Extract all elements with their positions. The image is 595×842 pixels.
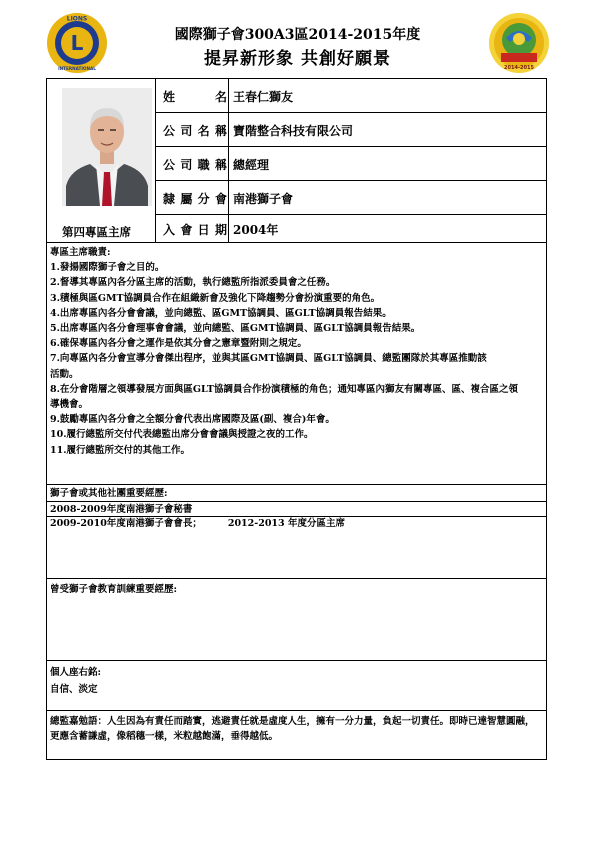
duties-section bbox=[50, 245, 542, 458]
label-char: 期 bbox=[214, 223, 227, 237]
label-char: 姓 bbox=[163, 90, 176, 104]
training-title: 曾受獅子會教育訓練重要經歷: bbox=[50, 584, 178, 595]
duty-item: 10.履行總監所交付代表總監出席分會會議與授證之夜的工作。 bbox=[50, 429, 314, 441]
club-label bbox=[163, 190, 227, 207]
lions-logo-bottom-text: INTERNATIONAL bbox=[58, 66, 96, 71]
label-char: 會 bbox=[214, 192, 227, 206]
duty-item: 2.督導其專區內各分區主席的活動，執行總監所指派委員會之任務。 bbox=[50, 277, 336, 289]
motto-text: 自信、淡定 bbox=[50, 684, 98, 695]
header-title-line2: 提昇新形象 共創好願景 bbox=[204, 49, 391, 69]
join-date-value: 2004年 bbox=[233, 223, 279, 237]
lions-logo-top-text: LIONS bbox=[66, 15, 88, 23]
label-char: 名 bbox=[214, 90, 227, 104]
label-divider bbox=[228, 78, 229, 242]
duties-title: 專區主席職責: bbox=[50, 247, 111, 258]
label-char: 職 bbox=[197, 158, 210, 172]
label-char: 稱 bbox=[214, 124, 227, 138]
section-divider bbox=[46, 242, 547, 243]
duty-item: 6.確保專區內各分會之運作是依其分會之憲章暨附則之規定。 bbox=[50, 338, 307, 350]
section-divider bbox=[46, 710, 547, 711]
row-divider bbox=[155, 214, 547, 215]
row-divider bbox=[155, 112, 547, 113]
label-char: 公 bbox=[163, 124, 176, 138]
duty-item: 9.鼓勵專區內各分會之全額分會代表出席國際及區(副、複合)年會。 bbox=[50, 414, 335, 426]
name-label bbox=[163, 88, 227, 105]
label-char: 名 bbox=[197, 124, 210, 138]
duty-item: 5.出席專區內各分會理事會會議，並向總監、區GMT協調員、區GLT協調員報告結果。 bbox=[50, 323, 421, 335]
label-char: 會 bbox=[180, 223, 193, 237]
experience-line2b: 2012-2013 年度分區主席 bbox=[227, 518, 345, 529]
section-divider bbox=[46, 484, 547, 485]
label-char: 稱 bbox=[214, 158, 227, 172]
header-title-line1: 國際獅子會300A3區2014-2015年度 bbox=[174, 27, 421, 43]
name-value: 王春仁獅友 bbox=[233, 90, 294, 104]
experience-line1: 2008-2009年度南港獅子會秘書 bbox=[50, 504, 193, 515]
job-title-label bbox=[163, 156, 227, 173]
row-divider bbox=[155, 146, 547, 147]
label-char: 日 bbox=[197, 223, 210, 237]
label-char: 分 bbox=[197, 192, 210, 206]
section-divider bbox=[46, 578, 547, 579]
photo-divider bbox=[155, 78, 156, 242]
governor-message: 總監嘉勉語：人生因為有責任而踏實，逃避責任就是虛度人生，擁有一分力量，負起一切責任。即時已達智慧圓融，更應含蓄謙虛，像稻穗一樣，米粒越飽滿，垂得越低。 bbox=[50, 716, 535, 742]
duty-item: 7.向專區內各分會宣導分會傑出程序，並與其區GMT協調員、區GLT協調員、總監團隊於其專區推動該活動。 bbox=[50, 353, 487, 380]
motto-title: 個人座右銘: bbox=[50, 667, 102, 678]
duty-item: 4.出席專區內各分會會議，並向總監、區GMT協調員、區GLT協調員報告結果。 bbox=[50, 307, 392, 319]
label-char: 司 bbox=[180, 124, 193, 138]
position-title: 第四專區主席 bbox=[62, 225, 131, 239]
label-char: 司 bbox=[180, 158, 193, 172]
label-char: 公 bbox=[163, 158, 176, 172]
section-divider bbox=[46, 660, 547, 661]
experience-line2a: 2009-2010年度南港獅子會會長； bbox=[50, 518, 202, 529]
duty-item: 8.在分會階層之領導發展方面與區GLT協調員合作扮演積極的角色；通知專區內獅友有關專區、區、複合區之領導機會。 bbox=[50, 383, 519, 411]
row-divider bbox=[155, 180, 547, 181]
experience-line2 bbox=[50, 516, 542, 531]
label-char: 隸 bbox=[163, 192, 176, 206]
lions-logo-letter: L bbox=[70, 31, 84, 55]
experience-title: 獅子會或其他社團重要經歷: bbox=[50, 488, 168, 499]
label-char: 屬 bbox=[180, 192, 193, 206]
company-label bbox=[163, 122, 227, 139]
portrait-photo bbox=[62, 88, 152, 206]
label-char: 入 bbox=[163, 223, 176, 237]
duty-item: 1.發揚國際獅子會之目的。 bbox=[50, 262, 165, 274]
district-logo-year: 2014-2015 bbox=[504, 65, 534, 71]
duty-item: 3.積極與區GMT協調員合作在組織新會及強化下降趨勢分會扮演重要的角色。 bbox=[50, 292, 381, 304]
company-value: 寶階整合科技有限公司 bbox=[233, 124, 354, 138]
club-value: 南港獅子會 bbox=[233, 192, 294, 206]
experience-section bbox=[50, 486, 542, 501]
duty-item: 11.履行總監所交付的其他工作。 bbox=[50, 444, 191, 456]
job-title-value: 總經理 bbox=[233, 158, 270, 172]
join-date-label bbox=[163, 221, 227, 238]
